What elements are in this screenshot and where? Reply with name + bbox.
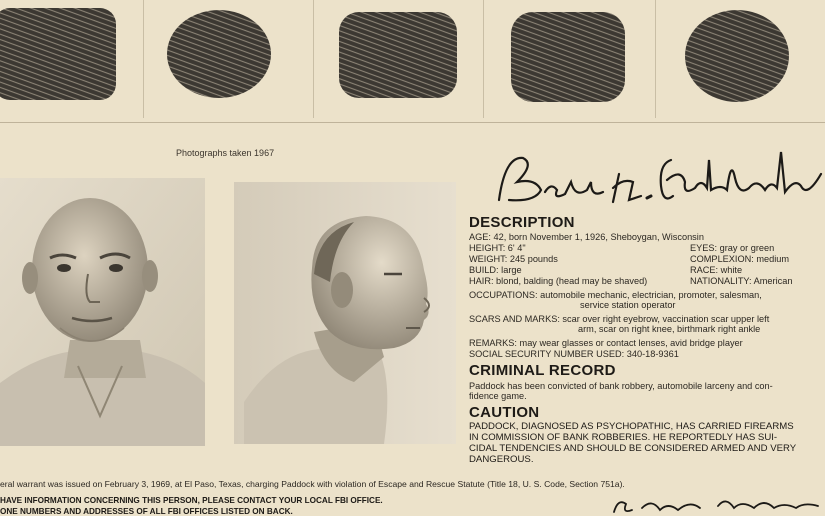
complexion-field: COMPLEXION: medium bbox=[690, 254, 790, 264]
caution-text-4: DANGEROUS. bbox=[469, 454, 534, 465]
photos-caption: Photographs taken 1967 bbox=[176, 148, 275, 158]
director-signature bbox=[608, 494, 825, 516]
caution-text-2: IN COMMISSION OF BANK ROBBERIES. HE REPORTEDLY HAS SUI- bbox=[469, 432, 778, 443]
occupations-field-cont: service station operator bbox=[580, 300, 676, 310]
criminal-record-text-2: fidence game. bbox=[469, 391, 527, 401]
fingerprint-4-icon bbox=[511, 12, 625, 102]
profile-mugshot-photo bbox=[234, 182, 456, 444]
occupations-field: OCCUPATIONS: automobile mechanic, electrician, promoter, salesman, bbox=[469, 290, 762, 300]
fingerprint-cell-5 bbox=[655, 0, 825, 118]
fingerprint-2-icon bbox=[167, 10, 271, 98]
caution-text-3: CIDAL TENDENCIES AND SHOULD BE CONSIDERED ARMED AND VERY bbox=[469, 443, 797, 454]
height-field: HEIGHT: 6' 4" bbox=[469, 243, 526, 253]
eyes-field: EYES: gray or green bbox=[690, 243, 775, 253]
fingerprint-cell-2 bbox=[143, 0, 314, 118]
caution-heading: CAUTION bbox=[469, 404, 540, 421]
weight-field: WEIGHT: 245 pounds bbox=[469, 254, 558, 264]
criminal-record-text-1: Paddock has been convicted of bank robbery, automobile larceny and con- bbox=[469, 381, 773, 391]
build-field: BUILD: large bbox=[469, 265, 522, 275]
front-mugshot-photo bbox=[0, 178, 205, 446]
fingerprint-3-icon bbox=[339, 12, 457, 98]
description-heading: DESCRIPTION bbox=[469, 214, 575, 231]
age-field: AGE: 42, born November 1, 1926, Sheboygan, Wisconsin bbox=[469, 232, 704, 242]
fingerprint-cell-4 bbox=[483, 0, 656, 118]
fingerprint-5-icon bbox=[685, 10, 789, 102]
ssn-field: SOCIAL SECURITY NUMBER USED: 340-18-9361 bbox=[469, 349, 679, 359]
contact-instructions: HAVE INFORMATION CONCERNING THIS PERSON, PLEASE CONTACT YOUR LOCAL FBI OFFICE. bbox=[0, 496, 383, 505]
nationality-field: NATIONALITY: American bbox=[690, 276, 793, 286]
criminal-record-heading: CRIMINAL RECORD bbox=[469, 362, 616, 379]
warrant-text: eral warrant was issued on February 3, 1969, at El Paso, Texas, charging Paddock with violation of Escape and Rescue Statute (Title 18, U. S. Code, Section 751a). bbox=[0, 479, 625, 489]
hair-field: HAIR: blond, balding (head may be shaved) bbox=[469, 276, 648, 286]
race-field: RACE: white bbox=[690, 265, 743, 275]
remarks-field: REMARKS: may wear glasses or contact lenses, avid bridge player bbox=[469, 338, 743, 348]
scars-field: SCARS AND MARKS: scar over right eyebrow, vaccination scar upper left bbox=[469, 314, 770, 324]
fingerprint-strip bbox=[0, 0, 825, 123]
caution-text-1: PADDOCK, DIAGNOSED AS PSYCHOPATHIC, HAS CARRIED FIREARMS bbox=[469, 421, 794, 432]
fingerprint-cell-3 bbox=[313, 0, 484, 118]
fingerprint-cell-1 bbox=[0, 0, 144, 118]
fingerprint-1-icon bbox=[0, 8, 116, 100]
scars-field-cont: arm, scar on right knee, birthmark right ankle bbox=[578, 324, 761, 334]
fbi-offices-note: ONE NUMBERS AND ADDRESSES OF ALL FBI OFFICES LISTED ON BACK. bbox=[0, 507, 293, 516]
